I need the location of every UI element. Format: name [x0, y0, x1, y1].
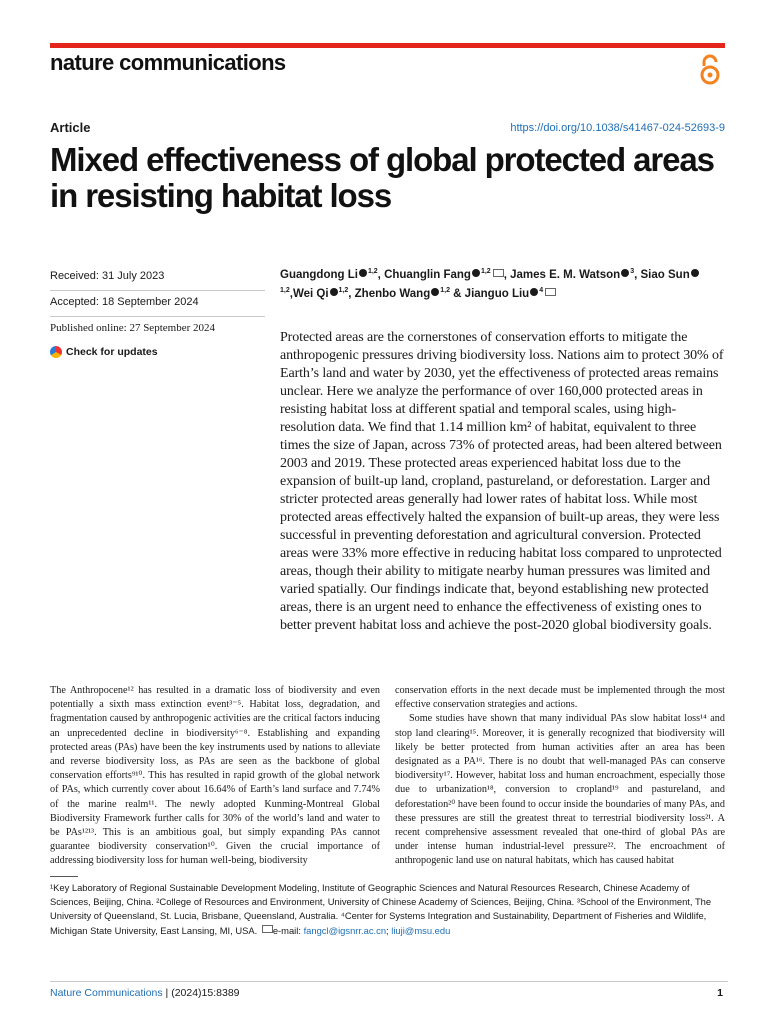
published-date: Published online: 27 September 2024 [50, 322, 215, 334]
journal-brand[interactable]: nature communications [50, 50, 286, 75]
author-name[interactable]: James E. M. Watson [510, 269, 621, 281]
email-icon [262, 925, 273, 933]
email-link[interactable]: liuji@msu.edu [391, 924, 451, 936]
doi-link[interactable]: https://doi.org/10.1038/s41467-024-52693-9 [510, 122, 725, 134]
received-date: Received: 31 July 2023 [50, 270, 165, 282]
author-separator: , [634, 269, 641, 281]
email-icon[interactable] [545, 288, 556, 296]
abstract: Protected areas are the cornerstones of conservation efforts to mitigate the anthropogenic pressures driving biodiversity loss. Nations aim to protect 30% of Earth’s land and water by 2030, yet the effectiveness of protected areas remains unclear. Here we analyze the performance of over 160,000 protected areas in resisting habitat loss at different spatial and temporal scales, using high-resolution data. We find that 1.14 million km² of habitat, equivalent to three times the size of Japan, across 73% of protected areas, had been altered between 2003 and 2019. These protected areas experienced habitat loss due to the expansion of built-up land, cropland, pastureland, or deforestation. Larger and stricter protected areas generally had lower rates of habitat loss. While most protected areas effectively halted the expansion of built-up areas, they were less successful in preventing deforestation and agricultural conversion. Protected areas were 33% more effective in reducing habitat loss compared to unprotected areas, though their ability to mitigate nearby human pressures was limited and varied spatially. Our findings indicate that, beyond establishing new protected areas, there is an urgent need to enhance the effectiveness of existing ones to better prevent habitat loss and achieve the post-2020 global biodiversity goals. [280, 330, 724, 633]
author-affiliation: 4 [539, 287, 544, 295]
meta-divider [50, 290, 265, 291]
footer-divider [50, 981, 728, 982]
author-separator: , [503, 269, 511, 281]
author-affiliation: 1,2 [440, 287, 450, 295]
orcid-icon[interactable] [621, 269, 629, 277]
orcid-icon[interactable] [431, 288, 439, 296]
body-paragraph: conservation efforts in the next decade must be implemented through the most effective conservation strategies and actions. [395, 685, 725, 711]
check-updates-icon [50, 346, 62, 358]
meta-divider [50, 316, 265, 317]
body-paragraph: The Anthropocene¹² has resulted in a dramatic loss of biodiversity and even potentially a sixth mass extinction event³⁻⁵. Habitat loss, degradation, and fragmentation caused by anthropogenic activities are the critical factors inducing an unprecedented decline in biodiversity⁶⁻⁸. Establishing and expanding protected areas (PAs) have been the key instruments used by nations to alleviate and reverse biodiversity loss, as PAs are seen as the backbone of global conservation efforts⁹¹⁰. This has resulted in rapid growth of the global network of PAs, which currently cover about 16.64% of Earth’s land surface and 7.74% of the marine realm¹¹. The newly adopted Kunming-Montreal Global Biodiversity Framework further calls for 30% of the world’s land and water to be PAs¹²¹³. This is an ambitious goal, but simply expanding PAs cannot guarantee biodiversity conservation¹⁰. Given the crucial importance of addressing biodiversity loss for human well-being, biodiversity [50, 685, 380, 867]
orcid-icon[interactable] [330, 288, 338, 296]
author-separator: , [348, 288, 355, 300]
author-separator: , [377, 269, 385, 281]
author-name[interactable]: Jianguo Liu [464, 288, 530, 300]
author-separator: & [449, 288, 465, 300]
footer-journal-link[interactable]: Nature Communications [50, 987, 163, 999]
orcid-icon[interactable] [691, 269, 699, 277]
affiliations [50, 881, 728, 938]
author-affiliation: 1,2 [480, 268, 491, 276]
affiliations-text: ¹Key Laboratory of Regional Sustainable Development Modeling, Institute of Geographic Sciences and Natural Resources Research, Chinese Academy of Sciences, Beijing, China. ²College of Resources and Environment, University of Chinese Academy of Sciences, Beijing, China. ³School of the Environment, The University of Queensland, St. Lucia, Brisbane, Queensland, Australia. ⁴Center for Systems Integration and Sustainability, Department of Fisheries and Wildlife, Michigan State University, East Lansing, MI, USA. [50, 882, 712, 936]
orcid-icon[interactable] [359, 269, 367, 277]
author-name[interactable]: Wei Qi [292, 288, 329, 300]
email-label: e-mail: [272, 924, 301, 936]
email-separator: ; [386, 924, 389, 936]
check-updates-button[interactable] [50, 346, 158, 358]
author-affiliation: 1,2 [280, 287, 290, 295]
author-affiliation: 1,2 [367, 268, 378, 276]
author-name[interactable]: Chuanglin Fang [384, 269, 471, 281]
page-number: 1 [717, 987, 723, 999]
author-name[interactable]: Siao Sun [640, 269, 690, 281]
author-separator: , [289, 288, 293, 300]
orcid-icon[interactable] [530, 288, 538, 296]
author-affiliation: 1,2 [338, 287, 349, 295]
author-name[interactable]: Guangdong Li [280, 269, 358, 281]
check-updates-label: Check for updates [66, 346, 158, 358]
header-accent-bar [50, 43, 725, 48]
email-link[interactable]: fangcl@igsnrr.ac.cn [303, 924, 387, 936]
body-column-2 [395, 684, 725, 869]
open-access-icon [697, 54, 723, 86]
author-list [280, 266, 730, 304]
footer-citation-text: | (2024)15:8389 [162, 987, 240, 999]
body-column-1 [50, 684, 380, 869]
footnote-rule [50, 876, 78, 877]
footer-citation [50, 987, 240, 999]
orcid-icon[interactable] [472, 269, 480, 277]
article-title: Mixed effectiveness of global protected areas in resisting habitat loss [50, 141, 714, 214]
email-icon[interactable] [493, 269, 504, 277]
body-paragraph: Some studies have shown that many individual PAs slow habitat loss¹⁴ and stop land clearing¹⁵. Moreover, it is generally recognized that biodiversity will likely be better protected from human activities after an area has been designated as a PA¹⁶. There is no doubt that well-managed PAs can conserve biodiversity¹⁷. However, habitat loss and human encroachment, especially those due to urbanization¹⁸, conversion to cropland¹⁹ and pastureland, and deforestation²⁰ have been found to occur inside the boundaries of many PAs, and these pressures are still the greatest threat to terrestrial biodiversity loss²¹. A recent comprehensive assessment revealed that one-third of global PAs are under intense human industrial-level pressure²². The encroachment of anthropogenic land use on natural habitats, which has caused habitat [395, 713, 725, 867]
author-name[interactable]: Zhenbo Wang [354, 288, 431, 300]
accepted-date: Accepted: 18 September 2024 [50, 296, 199, 308]
article-type-label: Article [50, 120, 91, 135]
author-affiliation: 3 [630, 268, 635, 276]
